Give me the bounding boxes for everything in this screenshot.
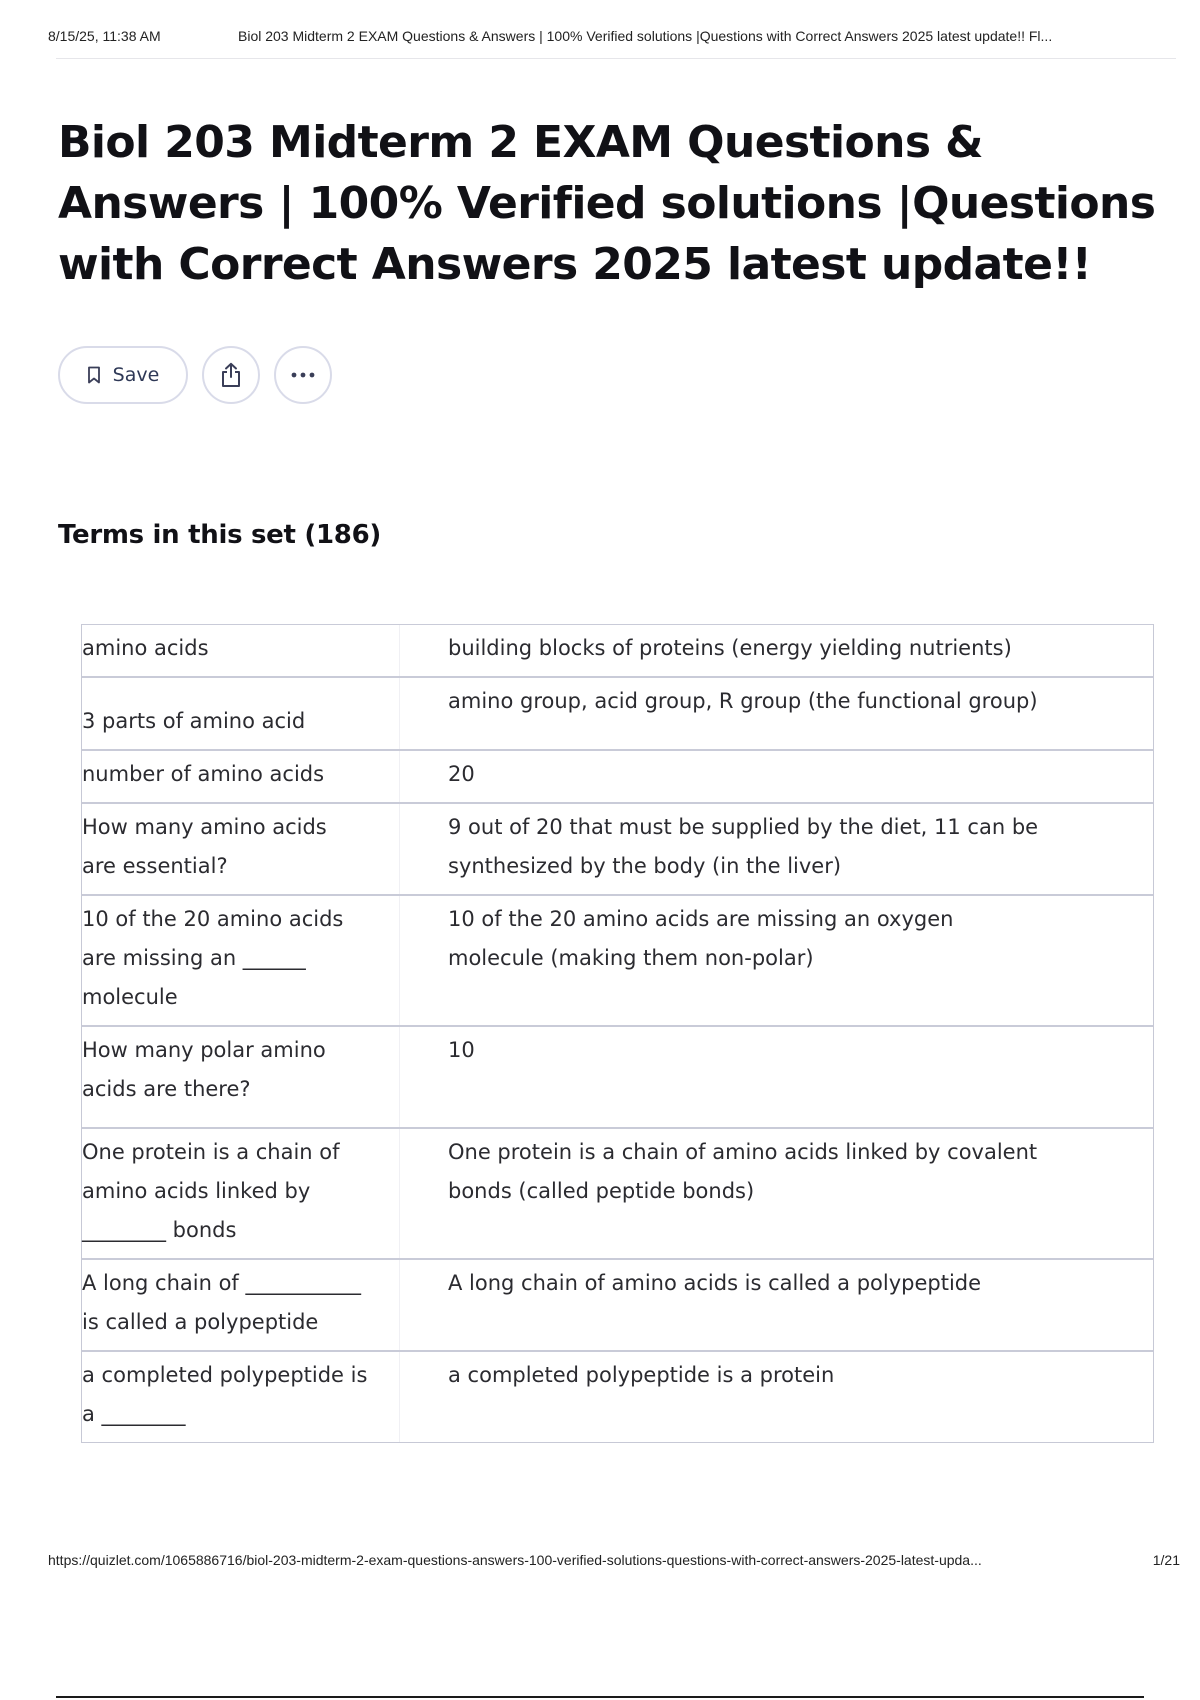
term-cell: How many amino acids are essential?	[82, 804, 400, 894]
term-cell: number of amino acids	[82, 751, 400, 802]
share-button[interactable]	[202, 346, 260, 404]
print-header	[48, 28, 1152, 50]
term-cell: a completed polypeptide is a ________	[82, 1352, 400, 1442]
print-timestamp: 8/15/25, 11:38 AM	[48, 28, 161, 44]
definition-cell: One protein is a chain of amino acids linked by covalent bonds (called peptide bonds)	[448, 1140, 1038, 1203]
definition-cell: 9 out of 20 that must be supplied by the diet, 11 can be synthesized by the body (in the liver)	[448, 815, 1039, 878]
table-row	[82, 624, 1153, 676]
term-cell: One protein is a chain of amino acids linked by ________ bonds	[82, 1129, 400, 1258]
save-button[interactable]	[58, 346, 188, 404]
table-row	[82, 1025, 1153, 1127]
term-cell: 3 parts of amino acid	[82, 678, 400, 749]
table-row	[82, 676, 1153, 749]
definition-cell: 10	[448, 1038, 475, 1062]
definition-cell: a completed polypeptide is a protein	[448, 1363, 835, 1387]
share-icon	[219, 362, 243, 388]
print-url: https://quizlet.com/1065886716/biol-203-midterm-2-exam-questions-answers-100-verified-solutions-questions-with-correct-answers-2025-latest-upda...	[48, 1552, 982, 1568]
definition-cell: 20	[448, 762, 475, 786]
bookmark-icon	[87, 366, 101, 384]
term-cell: amino acids	[82, 625, 400, 676]
definition-cell: amino group, acid group, R group (the functional group)	[448, 689, 1038, 713]
table-row	[82, 749, 1153, 802]
save-button-label: Save	[112, 364, 160, 386]
header-divider	[56, 58, 1176, 59]
definition-cell: 10 of the 20 amino acids are missing an oxygen molecule (making them non-polar)	[448, 907, 954, 970]
table-row	[82, 1350, 1153, 1442]
terms-table	[81, 624, 1154, 1443]
more-options-button[interactable]	[274, 346, 332, 404]
page-number: 1/21	[1152, 1552, 1180, 1568]
more-horizontal-icon	[290, 371, 316, 379]
terms-heading: Terms in this set (186)	[58, 520, 381, 550]
definition-cell: building blocks of proteins (energy yielding nutrients)	[448, 636, 1012, 660]
bottom-divider	[56, 1696, 1144, 1698]
term-cell: 10 of the 20 amino acids are missing an ______ molecule	[82, 896, 400, 1025]
print-footer	[48, 1552, 1180, 1572]
term-cell: How many polar amino acids are there?	[82, 1027, 400, 1127]
set-actions	[58, 346, 332, 406]
table-row	[82, 802, 1153, 894]
table-row	[82, 1127, 1153, 1258]
page-title: Biol 203 Midterm 2 EXAM Questions & Answers | 100% Verified solutions |Questions with Correct Answers 2025 latest update!!	[58, 117, 1156, 290]
table-row	[82, 1258, 1153, 1350]
term-cell: A long chain of ___________ is called a polypeptide	[82, 1260, 400, 1350]
table-row	[82, 894, 1153, 1025]
definition-cell: A long chain of amino acids is called a polypeptide	[448, 1271, 982, 1295]
print-document-title: Biol 203 Midterm 2 EXAM Questions & Answers | 100% Verified solutions |Questions with Correct Answers 2025 latest update!! Fl...	[238, 28, 1053, 44]
